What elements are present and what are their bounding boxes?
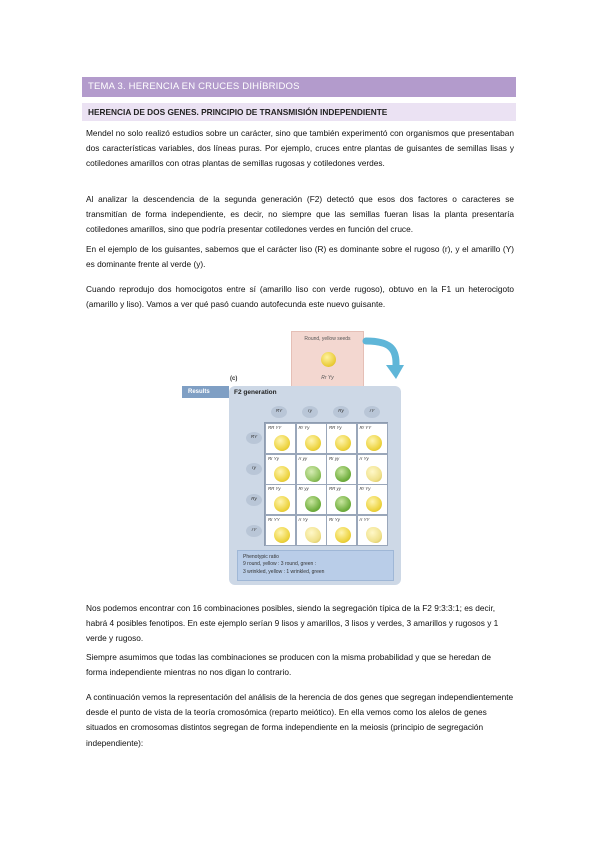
cell-genotype: Rr yy bbox=[298, 486, 309, 491]
cell-genotype: Rr Yy bbox=[329, 516, 340, 522]
punnett-cell bbox=[296, 423, 327, 454]
ratio-line: 9 round, yellow : 3 round, green : bbox=[243, 561, 317, 567]
paragraph-probability: Siempre asumimos que todas las combinaciones se producen con la misma probabilidad y que se heredan de forma independiente mientras no nos digan lo contrario. bbox=[86, 652, 491, 678]
pea-seed-icon bbox=[274, 435, 290, 451]
f2-panel bbox=[229, 386, 401, 585]
cell-genotype: Rr YY bbox=[268, 516, 280, 522]
cell-genotype: rr yy bbox=[298, 455, 308, 461]
col-gamete: ry bbox=[302, 406, 318, 418]
punnett-cell bbox=[326, 454, 357, 485]
col-gamete: rY bbox=[364, 406, 380, 418]
pea-seed-icon bbox=[366, 527, 382, 543]
row-gamete: Ry bbox=[246, 494, 262, 506]
pea-seed-icon bbox=[305, 496, 321, 512]
cell-genotype: Rr Yy bbox=[359, 486, 371, 491]
punnett-cell bbox=[326, 515, 357, 546]
col-gamete: Ry bbox=[333, 406, 349, 418]
parent-genotype: Rr Yy bbox=[321, 375, 334, 381]
cell-genotype: rr YY bbox=[359, 516, 370, 522]
pea-seed-icon bbox=[366, 435, 382, 451]
cell-genotype: rr Yy bbox=[359, 455, 369, 461]
punnett-square bbox=[264, 422, 388, 546]
pea-seed-icon bbox=[335, 466, 351, 482]
cell-genotype: RR Yy bbox=[329, 425, 342, 430]
cell-genotype: rr Yy bbox=[298, 516, 308, 522]
punnett-cell bbox=[296, 515, 327, 546]
punnett-cell bbox=[265, 454, 296, 485]
phenotypic-ratio-box bbox=[237, 550, 394, 581]
ratio-line: 3 wrinkled, yellow : 1 wrinkled, green bbox=[243, 569, 325, 575]
pea-seed-icon bbox=[366, 496, 382, 512]
paragraph-combinations: Nos podemos encontrar con 16 combinaciones posibles, siendo la segregación típica de la F2 9:3:3:1; es decir, habrá 4 posibles fenotipos. En este ejemplo serían 9 lisos y amarillos, 3 lisos y verdes, 3 amarillos y rugosos y 1 verde y rugoso. bbox=[86, 603, 499, 644]
cell-genotype: Rr YY bbox=[359, 425, 372, 430]
punnett-cell bbox=[357, 515, 388, 546]
pea-seed-icon bbox=[274, 466, 290, 482]
section-title: TEMA 3. HERENCIA EN CRUCES DIHÍBRIDOS bbox=[82, 77, 516, 97]
pea-seed-icon bbox=[274, 496, 290, 512]
paragraph-f1-cross: Cuando reprodujo dos homocigotos entre sí (amarillo liso con verde rugoso), obtuvo en la F1 un heterocigoto (amarillo y liso). Vamos a ver qué pasó cuando autofecunda este nuevo guisante. bbox=[86, 284, 514, 310]
panel-letter: (c) bbox=[230, 376, 238, 382]
punnett-cell bbox=[296, 484, 327, 515]
punnett-cell bbox=[296, 454, 327, 485]
paragraph-f2-analysis: Al analizar la descendencia de la segunda generación (F2) detectó que esos dos factores o caracteres se transmitían de forma independiente, es decir, no siempre que las semillas fueran lisas la planta presentaría cotiledones amarillos, sino que podría presentar cotiledones verdes en función del cruce. bbox=[86, 194, 514, 235]
punnett-cell bbox=[326, 484, 357, 515]
pea-seed-icon bbox=[274, 527, 290, 543]
pea-seed-icon bbox=[335, 527, 351, 543]
parent-seed-box bbox=[291, 331, 364, 388]
pea-seed-icon bbox=[335, 496, 351, 512]
row-gamete: RY bbox=[246, 432, 262, 444]
paragraph-intro: Mendel no solo realizó estudios sobre un carácter, sino que también experimentó con organismos que presentaban dos características variables, dos líneas puras. Por ejemplo, cruces entre plantas de guisantes de semillas lisas y cotiledones amarillos con otras plantas de semillas rugosas y cotiledones verdes. bbox=[86, 128, 514, 169]
dihybrid-cross-figure bbox=[182, 328, 414, 586]
cell-genotype: Rr yy bbox=[329, 455, 340, 461]
paragraph-dominance: En el ejemplo de los guisantes, sabemos que el carácter liso (R) es dominante sobre el rugoso (r), y el amarillo (Y) es dominante frente al verde (y). bbox=[86, 244, 514, 270]
parent-label: Round, yellow seeds bbox=[304, 336, 351, 342]
ratio-title: Phenotypic ratio bbox=[243, 554, 279, 560]
punnett-cell bbox=[357, 423, 388, 454]
cell-genotype: RR yy bbox=[329, 486, 341, 491]
pea-seed-icon bbox=[305, 435, 321, 451]
section-subtitle: HERENCIA DE DOS GENES. PRINCIPIO DE TRANSMISIÓN INDEPENDIENTE bbox=[82, 103, 516, 121]
cell-genotype: RR Yy bbox=[268, 486, 281, 491]
punnett-cell bbox=[326, 423, 357, 454]
pea-seed-icon bbox=[335, 435, 351, 451]
self-fertilization-arrow-icon bbox=[362, 333, 404, 385]
punnett-cell bbox=[357, 484, 388, 515]
parent-seed-icon bbox=[321, 352, 336, 367]
cell-genotype: Rr Yy bbox=[298, 425, 310, 430]
paragraph-chromosomal-theory: A continuación vemos la representación del análisis de la herencia de dos genes que segregan independientemente desde el punto de vista de la teoría cromosómica (reparto meiótico). En ella vemos como los alelos de genes situados en cromosomas distintos segregan de forma independiente en la meiosis (principio de segregación independiente): bbox=[86, 692, 514, 748]
punnett-cell bbox=[265, 423, 296, 454]
pea-seed-icon bbox=[305, 466, 321, 482]
cell-genotype: RR YY bbox=[268, 425, 282, 430]
col-gamete: RY bbox=[271, 406, 287, 418]
pea-seed-icon bbox=[366, 466, 382, 482]
punnett-cell bbox=[265, 515, 296, 546]
results-tag: Results bbox=[182, 386, 229, 398]
row-gamete: rY bbox=[246, 525, 262, 537]
pea-seed-icon bbox=[305, 527, 321, 543]
row-gamete: ry bbox=[246, 463, 262, 475]
cell-genotype: Rr Yy bbox=[268, 455, 279, 461]
punnett-cell bbox=[265, 484, 296, 515]
punnett-cell bbox=[357, 454, 388, 485]
generation-title: F2 generation bbox=[234, 389, 277, 396]
